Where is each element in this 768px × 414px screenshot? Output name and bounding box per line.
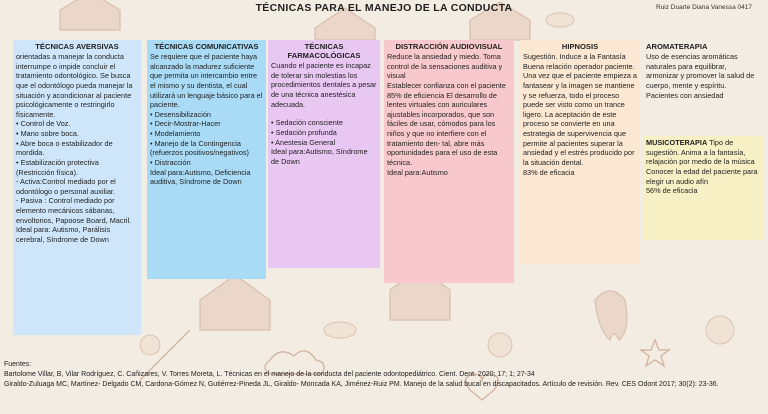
sources-label: Fuentes:	[4, 361, 32, 368]
card-heading: DISTRACCIÓN AUDIOVISUAL	[395, 42, 503, 51]
card-distraccion-audiovisual	[384, 40, 514, 283]
card-heading: MUSICOTERAPIA	[646, 138, 708, 147]
card-text: Cuando el paciente es incapaz de tolerar sin molestias los procedimientos dentales a pesar de una técnica anestésica adecuada.	[271, 61, 377, 109]
card-text: Uso de esencias aromáticas naturales para equilibrar, armonizar y promover la salud de cuerpo, mente y espíritu. Pacientes con ansiedad	[646, 52, 755, 100]
efficacy-text: 56% de eficacia	[646, 186, 698, 196]
reference-item: Bartolome Villar, B, Vilar Rodríguez, C. Cañizares, V. Torres Moreta, L. Técnicas en el manejo de la conducta del paciente odontopediátrico. Cient. Dent. 2020; 17; 1; 27-34	[4, 371, 535, 379]
bullet-item: • Abre boca o estabilizador de mordida.	[16, 138, 113, 158]
card-heading: TÉCNICAS AVERSIVAS	[35, 42, 119, 51]
dot-doodle-4	[324, 322, 356, 338]
bullet-item: • Sedación consciente	[271, 118, 343, 128]
ideal-para: Ideal para:Autismo, Deficiencia auditiva, Síndrome de Down	[150, 167, 251, 187]
card-text: Sugestión. Induce a la Fantasía Buena relación operador paciente. Una vez que el paciente empieza a fantasear y la imagen se mantiene y se refuerza, todo el proceso puede ser visto como un trance ligero. La aceptación de este proceso se convierte en una estrategia de supervivencia que permite al pacientes superar la ansiedad y el estrés producido por la situación dental.	[523, 52, 637, 167]
bullet-item: • Manejo de la Contingencia (refuerzos positivos/negativos)	[150, 138, 249, 158]
card-text: Establecer confianza con el paciente	[387, 80, 506, 90]
card-text	[646, 138, 760, 186]
card-text: 85% de eficiencia El desarrollo de lentes virtuales con auriculares ajustables incorporados, que son fáciles de usar, cómodos para los niños y que no interfiere con el tratamiento den- tal, abre más oportunidades para el uso de esta técnica.	[387, 90, 498, 167]
card-body: Tipo de sugestión. Anima a la fantasía, relajación por medio de la música Conocer la edad del paciente para elegir un audio afín	[646, 138, 758, 186]
bullet-item: • Desensibilización	[150, 109, 211, 119]
bullet-item: • Estabilización protectiva (Restricción física).	[16, 157, 99, 177]
card-tecnicas-aversivas	[13, 40, 141, 335]
bullet-item: • Distracción	[150, 157, 191, 167]
dot-doodle-3	[706, 316, 734, 344]
card-heading: AROMATERAPIA	[646, 42, 708, 51]
ideal-para: Ideal para:Autismo	[387, 167, 448, 177]
author-label: Ruiz Duarte Diana Vanessa 0417	[656, 4, 752, 11]
bullet-item: • Sedación profunda	[271, 127, 337, 137]
card-tecnicas-farmacologicas	[268, 40, 380, 268]
bullet-item: • Anestesia General	[271, 137, 336, 147]
ideal-para: Ideal para:Autismo, Síndrome de Down	[271, 147, 368, 166]
bullet-item: • Decir-Mostrar-Hacer	[150, 119, 221, 129]
bullet-item: • Modelamiento	[150, 129, 201, 139]
tooth-doodle-1	[595, 291, 627, 340]
bullet-item: • Mano sobre boca.	[16, 129, 79, 139]
page-title: TÉCNICAS PARA EL MANEJO DE LA CONDUCTA	[255, 2, 513, 14]
dot-doodle-5	[546, 13, 574, 27]
bullet-item: • Control de Voz.	[16, 119, 71, 129]
sources-section	[4, 360, 744, 390]
card-text: orientadas a manejar la conducta interrumpe o impide concluir el tratamiento odontológico. Se busca que el odontólogo pueda manejar la situación y acondicionar al paciente psicológicamente o restringirlo físicamente.	[16, 52, 133, 119]
card-heading: HIPNOSIS	[561, 42, 599, 51]
card-musicoterapia	[643, 136, 763, 240]
card-text: Reduce la ansiedad y miedo. Toma control de la sensaciones auditiva y visual	[387, 52, 503, 81]
house-doodle-4	[200, 275, 270, 330]
dot-doodle-1	[140, 335, 160, 355]
card-heading: TÉCNICAS COMUNICATIVAS	[154, 42, 259, 51]
reference-item: Giraldo-Zuluaga MC, Martínez- Delgado CM, Cardona-Gómez N, Gutiérrez-Pineda JL, Giraldo- Moncada KA, Jiménez-Ruiz PM. Manejo de la salud bucal en discapacitados. Artículo de revisión. Rev. CES Odont 2017; 30(2): 23-36.	[4, 381, 719, 389]
card-aromaterapia	[643, 40, 763, 126]
sub-item: - Pasiva : Control mediado por elemento mecánicos sábanas, envoltorios, Papoose Board, Macril.	[16, 196, 132, 225]
card-heading: TÉCNICAS FARMACOLÓGICAS	[287, 42, 361, 61]
card-hipnosis	[520, 40, 640, 264]
sub-item: - Activa:Control mediado por el odontólogo o personal auxiliar.	[16, 177, 116, 196]
card-text: Se requiere que el paciente haya alcanzado la madurez suficiente que permita un intercambio entre el mismo y su dentista, el cual utilizará un lenguaje básico para el paciente.	[150, 52, 263, 110]
card-tecnicas-comunicativas	[147, 40, 266, 279]
dot-doodle-2	[488, 333, 512, 357]
efficacy-text: 83% de eficacia	[523, 167, 575, 177]
ideal-para: Ideal para: Autismo, Parálisis cerebral, Síndrome de Down	[16, 225, 111, 244]
